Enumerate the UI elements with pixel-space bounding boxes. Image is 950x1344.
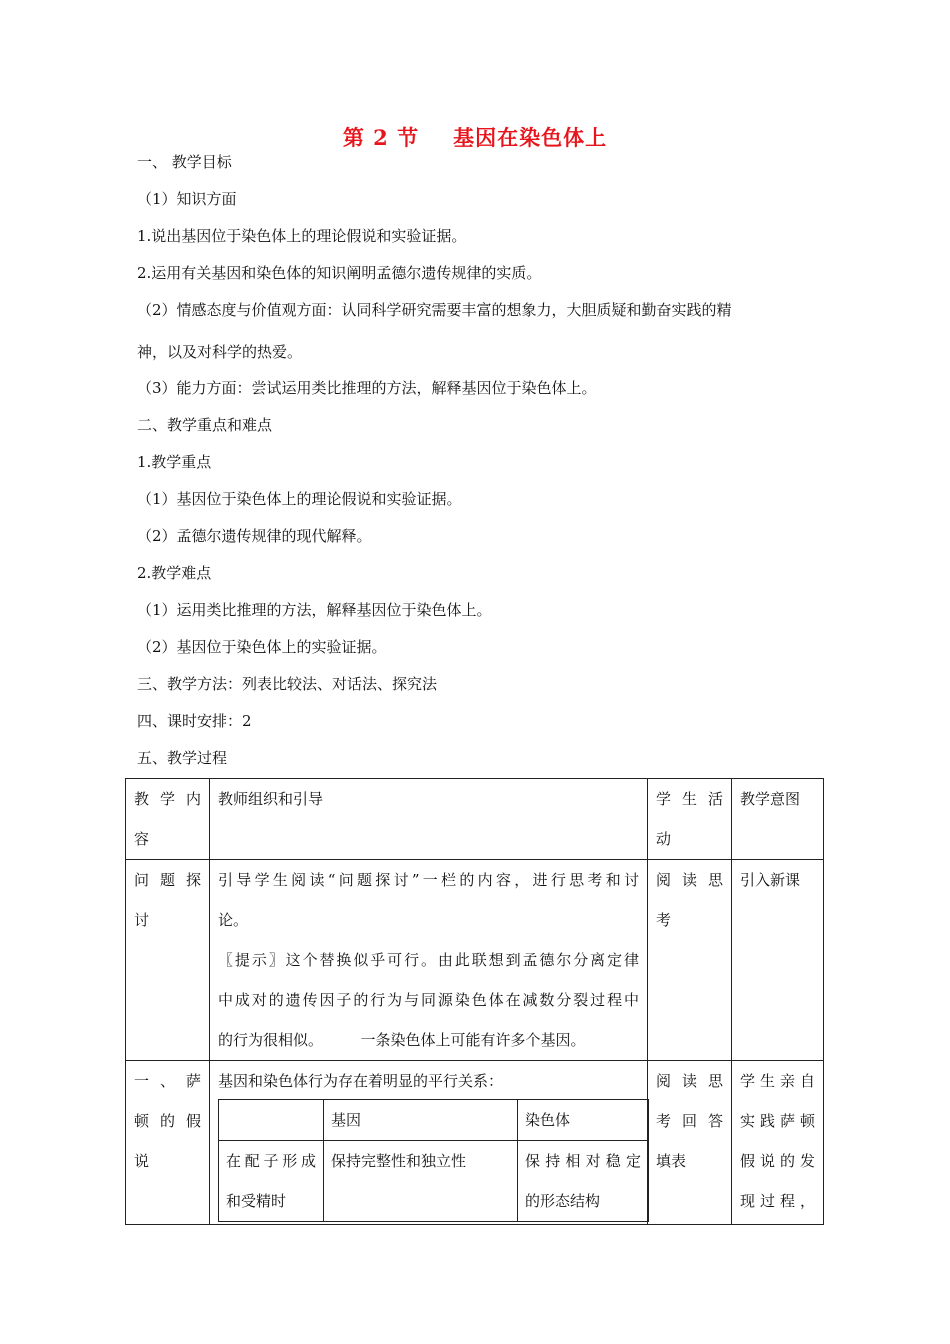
key-item: （1）基因位于染色体上的理论假说和实验证据。: [137, 490, 462, 508]
objective-emotion: （2）情感态度与价值观方面：认同科学研究需要丰富的想象力，大胆质疑和勤奋实践的精: [137, 301, 732, 319]
process-table: [125, 778, 824, 1225]
row1-student: 阅 读 思 考: [648, 860, 732, 1061]
page-title: [0, 122, 950, 152]
section-title: 基因在染色体上: [453, 125, 608, 150]
comparison-empty-cell: [219, 1100, 324, 1141]
header-content: 教 学 内 容: [126, 779, 210, 860]
subheading-knowledge: （1）知识方面: [137, 190, 237, 208]
objective-item: 1.说出基因位于染色体上的理论假说和实验证据。: [137, 227, 467, 245]
table-row: [126, 1061, 824, 1225]
row2-teacher: 基因和染色体行为存在着明显的平行关系： 基因 染色体 在配子形成 和受精时 保持完整性和独立性 保持相对稳定 的形态结构: [210, 1061, 648, 1225]
heading-process: 五、教学过程: [137, 749, 228, 767]
row2-intent: 学生亲自 实践萨顿 假说的发 现过程，: [732, 1061, 824, 1225]
comparison-row: [219, 1141, 649, 1222]
comparison-row-label: 在配子形成 和受精时: [219, 1141, 324, 1222]
row2-student: 阅 读 思 考 回 答 填表: [648, 1061, 732, 1225]
objective-item: 2.运用有关基因和染色体的知识阐明孟德尔遗传规律的实质。: [137, 264, 542, 282]
difficult-item: （1）运用类比推理的方法，解释基因位于染色体上。: [137, 601, 492, 619]
comparison-gene-value: 保持完整性和独立性: [324, 1141, 518, 1222]
header-student: 学 生 活 动: [648, 779, 732, 860]
objective-ability: （3）能力方面：尝试运用类比推理的方法，解释基因位于染色体上。: [137, 379, 597, 397]
table-header-row: [126, 779, 824, 860]
difficult-item: （2）基因位于染色体上的实验证据。: [137, 638, 387, 656]
row1-intent: 引入新课: [732, 860, 824, 1061]
heading-methods: 三、教学方法：列表比较法、对话法、探究法: [137, 675, 438, 693]
row1-teacher: 引导学生阅读“问题探讨”一栏的内容，进行思考和讨 论。 〖提示〗这个替换似乎可行。由此联想到孟德尔分离定律 中成对的遗传因子的行为与同源染色体在减数分裂过程中 的行为很相似。 一条染色体上可能有许多个基因。: [210, 860, 648, 1061]
row1-content: 问 题 探 讨: [126, 860, 210, 1061]
header-teacher: 教师组织和引导: [210, 779, 648, 860]
key-item: （2）孟德尔遗传规律的现代解释。: [137, 527, 372, 545]
row2-content: 一 、 萨 顿 的 假 说: [126, 1061, 210, 1225]
objective-emotion-cont: 神，以及对科学的热爱。: [137, 343, 303, 361]
heading-schedule: 四、课时安排：2: [137, 712, 252, 730]
section-number: 第 2 节: [342, 125, 420, 150]
comparison-col-chromosome: 染色体: [518, 1100, 649, 1141]
comparison-table: [218, 1099, 649, 1222]
subheading-key: 1.教学重点: [137, 453, 212, 471]
subheading-difficult: 2.教学难点: [137, 564, 212, 582]
heading-objectives: 一、 教学目标: [137, 153, 232, 171]
comparison-chromosome-value: 保持相对稳定 的形态结构: [518, 1141, 649, 1222]
header-intent: 教学意图: [732, 779, 824, 860]
table-row: [126, 860, 824, 1061]
comparison-header-row: [219, 1100, 649, 1141]
comparison-col-gene: 基因: [324, 1100, 518, 1141]
heading-key-points: 二、教学重点和难点: [137, 416, 273, 434]
